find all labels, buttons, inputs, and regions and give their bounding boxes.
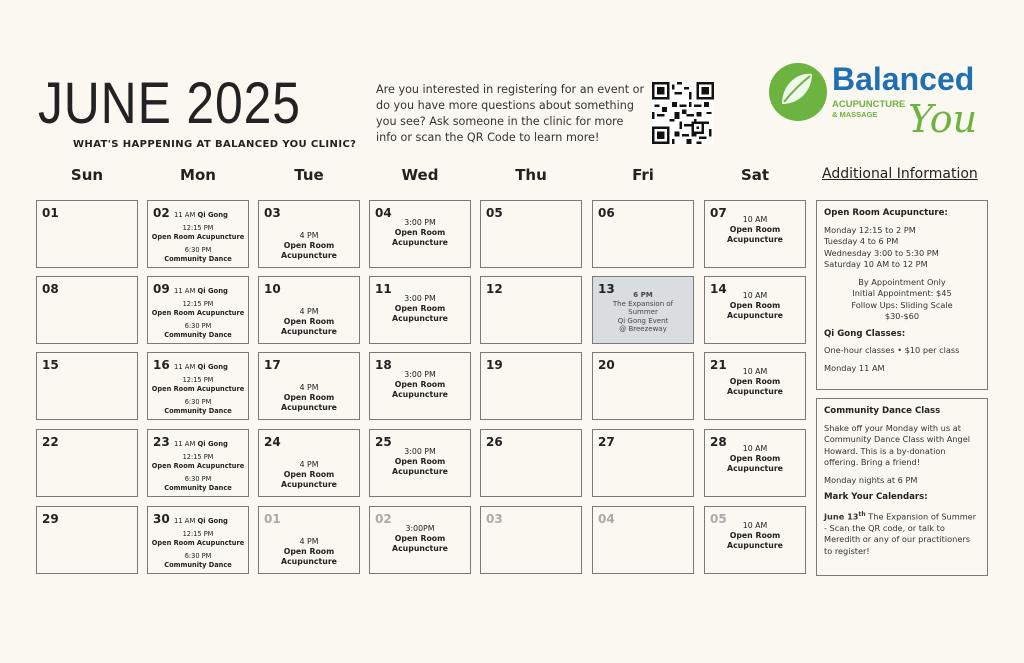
- day-number: 02: [375, 512, 392, 526]
- day-number: 18: [375, 358, 392, 372]
- day-number: 23: [153, 435, 170, 449]
- event-text: 3:00 PM Open Room Acupuncture: [392, 218, 448, 247]
- qigong-desc: One-hour classes • $10 per class: [824, 345, 960, 355]
- pricing-line: Initial Appointment: $45: [852, 288, 952, 298]
- day-number: 03: [486, 512, 503, 526]
- day-number: 27: [598, 435, 615, 449]
- hours-line: Monday 12:15 to 2 PM: [824, 224, 916, 235]
- calendar-day-cell[interactable]: [704, 200, 806, 268]
- day-number: 30: [153, 512, 170, 526]
- day-number: 20: [598, 358, 615, 372]
- page-title: JUNE 2025: [38, 71, 301, 136]
- dow-header-fri: Fri: [632, 166, 654, 184]
- monday-events: [148, 507, 248, 573]
- event-text: 4 PM Open Room Acupuncture: [281, 383, 337, 412]
- calendar-day-cell[interactable]: [147, 506, 249, 574]
- event-text: 3:00 PM Open Room Acupuncture: [392, 370, 448, 399]
- calendar-day-cell[interactable]: [369, 200, 471, 268]
- calendar-day-cell[interactable]: [258, 276, 360, 344]
- pricing-line: $30-$60: [884, 311, 920, 321]
- day-number: 11: [375, 282, 392, 296]
- hours-line: Saturday 10 AM to 12 PM: [824, 259, 928, 269]
- logo-text-3: & MASSAGE: [832, 110, 878, 119]
- event-text: 3:00 PM Open Room Acupuncture: [392, 447, 448, 476]
- dow-header-thu: Thu: [515, 166, 547, 184]
- event-text: 4 PM Open Room Acupuncture: [281, 537, 337, 566]
- calendar-day-cell[interactable]: [480, 200, 582, 268]
- day-number: 07: [710, 206, 727, 220]
- day-number: 24: [264, 435, 281, 449]
- calendar-day-cell[interactable]: [592, 200, 694, 268]
- day-number: 17: [264, 358, 281, 372]
- hours-line: Wednesday 3:00 to 5:30 PM: [824, 247, 939, 258]
- calendar-day-cell[interactable]: [704, 429, 806, 497]
- panel-heading: Open Room Acupuncture:: [824, 208, 948, 218]
- qigong-event: 11 AM Qi Gong: [174, 211, 228, 219]
- mark-date-suffix: th: [858, 510, 866, 518]
- dance-desc: Shake off your Monday with us at Community Dance Class with Angel Howard. This is a by-donation offering. Bring a friend!: [824, 422, 971, 467]
- hours-line: Tuesday 4 to 6 PM: [824, 236, 899, 246]
- day-number: 02: [153, 206, 170, 220]
- event-text: 10 AM Open Room Acupuncture: [727, 367, 783, 396]
- day-number: 26: [486, 435, 503, 449]
- pricing-line: Follow Ups: Sliding Scale: [851, 299, 953, 310]
- calendar-day-cell[interactable]: [592, 352, 694, 420]
- monday-events: [148, 430, 248, 496]
- day-number: 16: [153, 358, 170, 372]
- qigong-event: 11 AM Qi Gong: [174, 440, 228, 448]
- monday-event-list: 12:15 PM Open Room Acupuncture 6:30 PM Community Dance: [151, 453, 245, 492]
- day-number: 13: [598, 282, 615, 296]
- additional-info-heading: Additional Information: [822, 166, 978, 182]
- dow-header-sun: Sun: [70, 166, 104, 184]
- logo-text-2: ACUPUNCTURE: [832, 99, 906, 110]
- event-text: 6 PM The Expansion of Summer Qi Gong Event @ Breezeway: [612, 291, 674, 333]
- monday-events: [148, 277, 248, 343]
- calendar-day-cell[interactable]: [36, 429, 138, 497]
- qigong-time: Monday 11 AM: [824, 362, 885, 373]
- day-number: 04: [375, 206, 392, 220]
- day-number: 29: [42, 512, 59, 526]
- monday-event-list: 12:15 PM Open Room Acupuncture 6:30 PM Community Dance: [151, 376, 245, 415]
- monday-event-list: 12:15 PM Open Room Acupuncture 6:30 PM Community Dance: [151, 300, 245, 339]
- day-number: 01: [42, 206, 59, 220]
- day-number: 10: [264, 282, 281, 296]
- panel-open-room-acupuncture: [816, 200, 988, 390]
- monday-events: [148, 353, 248, 419]
- event-text: 10 AM Open Room Acupuncture: [727, 444, 783, 473]
- calendar-day-cell[interactable]: [36, 352, 138, 420]
- dow-header-tue: Tue: [294, 166, 324, 184]
- dow-header-sat: Sat: [740, 166, 770, 184]
- calendar-day-cell[interactable]: [147, 352, 249, 420]
- mark-text: The Expansion of Summer - Scan the QR code, or talk to Meredith or any of our practitioners to register!: [824, 511, 977, 556]
- pricing-line: By Appointment Only: [858, 276, 946, 287]
- monday-event-list: 12:15 PM Open Room Acupuncture 6:30 PM Community Dance: [151, 530, 245, 569]
- calendar-day-cell[interactable]: [704, 276, 806, 344]
- mark-calendar-heading: Mark Your Calendars:: [824, 492, 928, 502]
- calendar-day-cell[interactable]: [36, 276, 138, 344]
- calendar-day-cell[interactable]: [480, 429, 582, 497]
- calendar-day-cell[interactable]: [36, 200, 138, 268]
- qr-code[interactable]: [652, 82, 714, 144]
- event-text: 4 PM Open Room Acupuncture: [281, 307, 337, 336]
- calendar-day-cell[interactable]: [369, 276, 471, 344]
- day-number: 14: [710, 282, 727, 296]
- event-text: 4 PM Open Room Acupuncture: [281, 460, 337, 489]
- day-number: 15: [42, 358, 59, 372]
- event-text: 3:00 PM Open Room Acupuncture: [392, 294, 448, 323]
- calendar-day-cell[interactable]: [369, 352, 471, 420]
- day-number: 03: [264, 206, 281, 220]
- monday-event-list: 12:15 PM Open Room Acupuncture 6:30 PM Community Dance: [151, 224, 245, 263]
- calendar-day-cell[interactable]: [704, 352, 806, 420]
- day-number: 05: [486, 206, 503, 220]
- calendar-day-cell[interactable]: [480, 506, 582, 574]
- calendar-day-cell[interactable]: [258, 506, 360, 574]
- calendar-day-cell[interactable]: [369, 429, 471, 497]
- intro-text: Are you interested in registering for an event or do you have more questions about something you see? Ask someone in the clinic for more info or scan the QR Code to learn more!: [376, 83, 645, 144]
- day-number: 12: [486, 282, 503, 296]
- calendar-day-cell[interactable]: [592, 506, 694, 574]
- day-number: 09: [153, 282, 170, 296]
- calendar-day-cell-highlight[interactable]: [592, 276, 694, 344]
- logo-text-4: You: [908, 97, 978, 141]
- calendar-day-cell[interactable]: [258, 200, 360, 268]
- day-number: 22: [42, 435, 59, 449]
- day-number: 19: [486, 358, 503, 372]
- calendar-day-cell[interactable]: [592, 429, 694, 497]
- calendar-day-cell[interactable]: [480, 276, 582, 344]
- monday-events: [148, 201, 248, 267]
- calendar-day-cell[interactable]: [480, 352, 582, 420]
- dow-header-mon: Mon: [180, 166, 216, 184]
- calendar-day-cell[interactable]: [369, 506, 471, 574]
- event-text: 4 PM Open Room Acupuncture: [281, 231, 337, 260]
- dance-time: Monday nights at 6 PM: [824, 474, 918, 485]
- qigong-event: 11 AM Qi Gong: [174, 287, 228, 295]
- day-number: 05: [710, 512, 727, 526]
- calendar-day-cell[interactable]: [704, 506, 806, 574]
- day-number: 04: [598, 512, 615, 526]
- qigong-event: 11 AM Qi Gong: [174, 363, 228, 371]
- panel-community-dance: [816, 398, 988, 576]
- balanced-you-logo: [768, 60, 993, 160]
- day-number: 21: [710, 358, 727, 372]
- calendar-day-cell[interactable]: [258, 429, 360, 497]
- day-number: 06: [598, 206, 615, 220]
- calendar-day-cell[interactable]: [258, 352, 360, 420]
- calendar-day-cell[interactable]: [147, 429, 249, 497]
- logo-text-1: Balanced: [832, 61, 975, 97]
- qigong-event: 11 AM Qi Gong: [174, 517, 228, 525]
- day-number: 28: [710, 435, 727, 449]
- calendar-day-cell[interactable]: [147, 200, 249, 268]
- day-number: 01: [264, 512, 281, 526]
- dow-header-wed: Wed: [401, 166, 439, 184]
- event-text: 10 AM Open Room Acupuncture: [727, 291, 783, 320]
- day-number: 25: [375, 435, 392, 449]
- event-text: 3:00PM Open Room Acupuncture: [392, 524, 448, 553]
- event-text: 10 AM Open Room Acupuncture: [727, 215, 783, 244]
- qigong-heading: Qi Gong Classes:: [824, 328, 906, 339]
- page-subtitle: WHAT'S HAPPENING AT BALANCED YOU CLINIC?: [73, 139, 357, 150]
- panel-heading: Community Dance Class: [824, 406, 941, 416]
- event-text: 10 AM Open Room Acupuncture: [727, 521, 783, 550]
- day-number: 08: [42, 282, 59, 296]
- mark-date: June 13: [824, 511, 859, 522]
- calendar-day-cell[interactable]: [147, 276, 249, 344]
- calendar-day-cell[interactable]: [36, 506, 138, 574]
